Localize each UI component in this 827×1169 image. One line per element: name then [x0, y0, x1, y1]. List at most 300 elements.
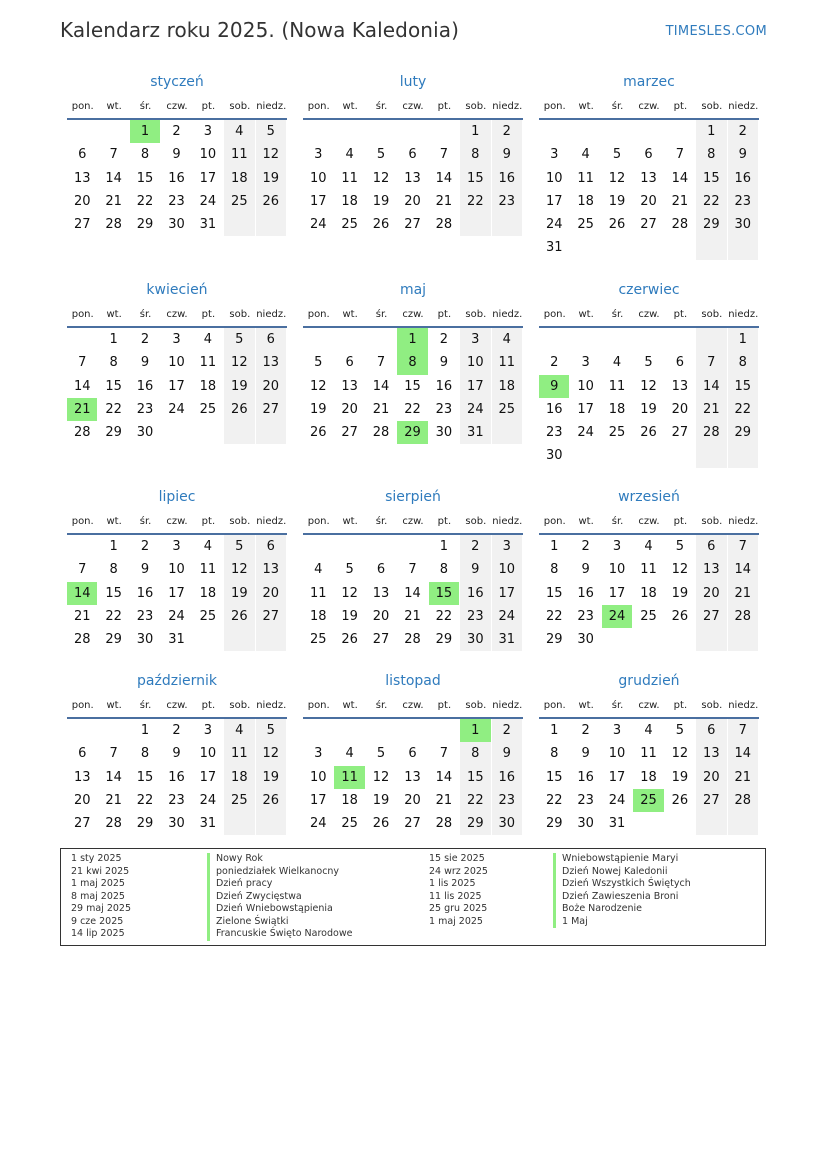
empty-cell	[633, 120, 663, 143]
day-cell: 14	[73, 378, 91, 394]
day-cell: 21	[372, 401, 390, 417]
day-cell: 3	[203, 124, 213, 139]
day-cell: 23	[168, 193, 185, 209]
day-cell: 17	[608, 769, 626, 785]
day-cell: 23	[136, 608, 154, 624]
week-row	[303, 375, 523, 398]
day-cell: 8	[550, 746, 559, 762]
legend-date: 21 kwi 2025	[71, 865, 130, 877]
day-cell: 6	[675, 355, 685, 371]
week-row	[539, 444, 759, 467]
week-row	[303, 582, 523, 605]
day-cell: 22	[545, 608, 563, 624]
day-cell: 15	[545, 585, 563, 601]
day-cell: 23	[492, 789, 522, 812]
weekday-label: wt.	[342, 101, 358, 112]
empty-cell	[429, 120, 459, 143]
day-cell: 8	[550, 562, 559, 578]
empty-cell	[460, 213, 490, 236]
day-cell: 19	[671, 585, 689, 601]
week-row	[303, 605, 523, 628]
day-cell: 19	[372, 792, 390, 808]
day-cell: 6	[408, 746, 417, 762]
week-row	[539, 742, 759, 765]
day-cell: 17	[545, 193, 563, 209]
day-cell: 7	[728, 535, 758, 558]
weekday-label: sob.	[701, 101, 723, 112]
day-cell: 19	[341, 608, 358, 624]
day-cell: 19	[372, 193, 390, 209]
weekday-label: pon.	[307, 516, 330, 527]
legend-date: 25 gru 2025	[429, 903, 488, 914]
day-cell: 9	[492, 143, 522, 166]
day-cell: 20	[640, 193, 657, 209]
day-cell: 8	[460, 742, 490, 765]
day-cell: 23	[577, 792, 594, 808]
empty-cell	[633, 328, 663, 351]
day-cell: 6	[256, 535, 286, 558]
week-row	[67, 535, 287, 558]
day-cell: 16	[577, 585, 594, 601]
month-name: grudzień	[618, 673, 680, 689]
day-cell: 14	[671, 170, 689, 186]
day-cell: 6	[376, 562, 386, 578]
weekday-label: pon.	[307, 700, 330, 711]
weekday-label: sob.	[465, 516, 487, 527]
weekday-label: niedz.	[728, 700, 759, 711]
empty-cell	[256, 628, 286, 651]
day-cell: 13	[404, 769, 421, 785]
empty-cell	[397, 719, 427, 742]
empty-cell	[366, 535, 396, 558]
legend-dates-right	[429, 853, 488, 928]
day-cell: 13	[256, 558, 286, 581]
day-cell: 10	[199, 746, 217, 762]
day-cell: 10	[168, 355, 185, 371]
weekday-label: sob.	[229, 516, 251, 527]
day-cell: 4	[345, 746, 354, 762]
day-cell: 17	[577, 401, 594, 417]
day-cell: 21	[728, 766, 758, 789]
holiday-day-cell: 21	[67, 398, 97, 421]
month-name: maj	[399, 282, 427, 298]
day-cell: 13	[372, 585, 390, 601]
week-row	[539, 213, 759, 236]
week-row	[303, 328, 523, 351]
day-cell: 21	[728, 582, 758, 605]
weekday-label: czw.	[638, 101, 660, 112]
day-cell: 13	[341, 378, 358, 394]
weekday-label: pt.	[201, 700, 216, 711]
holiday-day-cell: 24	[602, 605, 632, 628]
empty-cell	[67, 120, 97, 143]
day-cell: 7	[376, 355, 386, 371]
empty-cell	[67, 719, 97, 742]
empty-cell	[570, 236, 600, 259]
day-cell: 8	[696, 143, 726, 166]
empty-cell	[665, 328, 695, 351]
legend-names-left	[207, 853, 352, 941]
day-cell: 6	[256, 328, 286, 351]
day-cell: 8	[109, 355, 118, 371]
empty-cell	[696, 812, 726, 835]
weekday-label: czw.	[402, 101, 424, 112]
day-cell: 29	[696, 213, 726, 236]
weekday-label: niedz.	[492, 516, 523, 527]
day-cell: 22	[728, 398, 758, 421]
weekday-label: śr.	[375, 516, 388, 527]
day-cell: 1	[140, 723, 150, 738]
day-cell: 9	[460, 558, 490, 581]
day-cell: 1	[696, 120, 726, 143]
month-name: styczeń	[150, 74, 204, 90]
weekday-label: sob.	[465, 101, 487, 112]
week-row	[539, 605, 759, 628]
weekday-label: niedz.	[256, 516, 287, 527]
day-cell: 7	[109, 147, 118, 163]
day-cell: 2	[581, 539, 590, 554]
day-cell: 14	[728, 742, 758, 765]
legend-date: 29 maj 2025	[71, 903, 132, 914]
empty-cell	[696, 328, 726, 351]
weekday-label: czw.	[402, 309, 424, 320]
site-link[interactable]: TIMESLES.COM	[665, 24, 767, 39]
day-cell: 8	[728, 351, 758, 374]
day-cell: 4	[492, 328, 522, 351]
day-cell: 11	[492, 351, 522, 374]
legend-date: 1 lis 2025	[429, 878, 476, 889]
day-cell: 11	[577, 170, 594, 186]
empty-cell	[539, 120, 569, 143]
day-cell: 7	[408, 562, 417, 578]
day-cell: 15	[105, 585, 122, 601]
weekday-label: czw.	[638, 309, 660, 320]
day-cell: 23	[545, 425, 563, 441]
empty-cell	[728, 236, 758, 259]
legend-holiday-name: Dzień Zwycięstwa	[207, 891, 352, 904]
weekday-label: pt.	[673, 516, 688, 527]
weekday-label: niedz.	[492, 101, 523, 112]
week-row	[303, 742, 523, 765]
month-block	[539, 72, 759, 260]
day-cell: 27	[696, 605, 726, 628]
day-cell: 12	[372, 769, 390, 785]
day-cell: 28	[671, 217, 689, 233]
day-cell: 7	[728, 719, 758, 742]
empty-cell	[429, 719, 459, 742]
day-cell: 8	[140, 746, 150, 762]
day-cell: 23	[435, 401, 453, 417]
day-cell: 10	[608, 746, 626, 762]
weekday-label: czw.	[638, 700, 660, 711]
day-cell: 9	[581, 746, 590, 762]
weekday-header	[303, 695, 523, 719]
day-cell: 4	[612, 355, 622, 371]
weekday-header	[67, 304, 287, 328]
day-cell: 16	[435, 378, 453, 394]
day-cell: 11	[199, 562, 217, 578]
day-cell: 15	[404, 378, 421, 394]
day-cell: 26	[671, 792, 689, 808]
day-cell: 9	[172, 746, 181, 762]
day-cell: 4	[644, 539, 653, 554]
day-cell: 3	[612, 539, 622, 554]
day-cell: 20	[73, 792, 91, 808]
empty-cell	[602, 120, 632, 143]
weekday-label: czw.	[166, 101, 188, 112]
day-cell: 10	[168, 562, 185, 578]
day-cell: 11	[341, 170, 358, 186]
day-cell: 27	[696, 789, 726, 812]
empty-cell	[98, 120, 128, 143]
day-cell: 3	[581, 355, 590, 371]
weekday-label: pt.	[201, 516, 216, 527]
day-cell: 31	[460, 421, 490, 444]
day-cell: 13	[671, 378, 689, 394]
weekday-header	[67, 96, 287, 120]
day-cell: 30	[136, 632, 154, 648]
day-cell: 16	[728, 167, 758, 190]
empty-cell	[570, 444, 600, 467]
day-cell: 18	[199, 378, 217, 394]
week-row	[539, 143, 759, 166]
day-cell: 3	[314, 746, 323, 762]
day-cell: 28	[728, 605, 758, 628]
weekday-label: czw.	[402, 516, 424, 527]
day-cell: 24	[199, 792, 217, 808]
day-cell: 23	[168, 792, 185, 808]
month-block	[67, 72, 287, 236]
day-cell: 26	[256, 789, 286, 812]
holiday-day-cell: 1	[460, 719, 490, 742]
day-cell: 14	[404, 585, 421, 601]
day-cell: 26	[372, 816, 390, 832]
day-cell: 2	[492, 120, 522, 143]
day-cell: 30	[577, 632, 594, 648]
holiday-day-cell: 25	[633, 789, 663, 812]
empty-cell	[193, 421, 223, 444]
day-cell: 6	[78, 147, 87, 163]
day-cell: 1	[550, 539, 559, 554]
empty-cell	[193, 628, 223, 651]
day-cell: 16	[168, 769, 185, 785]
day-cell: 22	[435, 608, 453, 624]
day-cell: 24	[492, 605, 522, 628]
empty-cell	[492, 213, 522, 236]
weekday-label: wt.	[106, 309, 122, 320]
day-cell: 22	[136, 193, 154, 209]
day-cell: 25	[577, 217, 594, 233]
week-row	[303, 535, 523, 558]
weekday-header	[67, 695, 287, 719]
holiday-legend	[60, 848, 766, 946]
weekday-header	[67, 511, 287, 535]
legend-holiday-name: Boże Narodzenie	[553, 903, 691, 916]
day-cell: 27	[640, 217, 657, 233]
empty-cell	[224, 421, 254, 444]
empty-cell	[397, 535, 427, 558]
weekday-label: sob.	[701, 700, 723, 711]
empty-cell	[303, 719, 333, 742]
day-cell: 18	[224, 167, 254, 190]
day-cell: 13	[696, 558, 726, 581]
empty-cell	[334, 120, 364, 143]
month-block	[303, 671, 523, 835]
week-row	[303, 719, 523, 742]
day-cell: 31	[199, 816, 217, 832]
month-name: wrzesień	[618, 489, 680, 505]
day-cell: 15	[696, 167, 726, 190]
day-cell: 21	[435, 193, 453, 209]
week-row	[303, 190, 523, 213]
day-cell: 27	[671, 425, 689, 441]
day-cell: 20	[341, 401, 358, 417]
week-row	[67, 213, 287, 236]
day-cell: 29	[545, 632, 563, 648]
empty-cell	[696, 628, 726, 651]
day-cell: 12	[224, 558, 254, 581]
day-cell: 19	[256, 766, 286, 789]
day-cell: 12	[224, 351, 254, 374]
day-cell: 26	[640, 425, 657, 441]
day-cell: 18	[341, 792, 358, 808]
day-cell: 9	[728, 143, 758, 166]
day-cell: 29	[105, 425, 122, 441]
empty-cell	[334, 719, 364, 742]
day-cell: 25	[199, 608, 217, 624]
empty-cell	[633, 444, 663, 467]
day-cell: 3	[612, 723, 622, 738]
day-cell: 20	[404, 193, 421, 209]
day-cell: 28	[435, 816, 453, 832]
week-row	[67, 605, 287, 628]
empty-cell	[665, 812, 695, 835]
empty-cell	[728, 812, 758, 835]
day-cell: 3	[172, 332, 181, 347]
week-row	[67, 351, 287, 374]
day-cell: 21	[105, 792, 122, 808]
day-cell: 23	[460, 605, 490, 628]
week-row	[303, 789, 523, 812]
week-row	[303, 120, 523, 143]
day-cell: 11	[608, 378, 626, 394]
weekday-label: czw.	[402, 700, 424, 711]
weekday-label: śr.	[611, 101, 624, 112]
day-cell: 25	[224, 190, 254, 213]
weekday-label: niedz.	[492, 700, 523, 711]
day-cell: 27	[341, 425, 358, 441]
day-cell: 23	[136, 401, 154, 417]
day-cell: 26	[341, 632, 358, 648]
day-cell: 31	[199, 217, 217, 233]
day-cell: 22	[696, 190, 726, 213]
legend-date: 11 lis 2025	[429, 890, 482, 902]
week-row	[303, 812, 523, 835]
day-cell: 26	[309, 425, 327, 441]
weekday-label: wt.	[578, 309, 594, 320]
day-cell: 24	[545, 217, 563, 233]
legend-holiday-name: Nowy Rok	[207, 853, 352, 866]
day-cell: 26	[608, 217, 626, 233]
day-cell: 8	[460, 143, 490, 166]
weekday-label: pon.	[71, 516, 94, 527]
day-cell: 29	[545, 816, 563, 832]
weekday-label: pon.	[71, 101, 94, 112]
legend-names-right	[553, 853, 691, 928]
day-cell: 9	[140, 355, 150, 371]
weekday-label: niedz.	[492, 309, 523, 320]
empty-cell	[397, 120, 427, 143]
day-cell: 20	[696, 582, 726, 605]
day-cell: 4	[224, 719, 254, 742]
day-cell: 5	[376, 746, 386, 762]
day-cell: 3	[492, 535, 522, 558]
holiday-day-cell: 1	[397, 328, 427, 351]
legend-date: 1 maj 2025	[71, 878, 125, 889]
weekday-label: wt.	[106, 516, 122, 527]
day-cell: 30	[492, 812, 522, 835]
day-cell: 15	[460, 167, 490, 190]
day-cell: 17	[309, 792, 327, 808]
day-cell: 18	[492, 375, 522, 398]
month-name: listopad	[385, 673, 441, 689]
month-name: czerwiec	[618, 282, 680, 298]
legend-holiday-name: Dzień Wszystkich Świętych	[553, 878, 691, 891]
holiday-day-cell: 8	[397, 351, 427, 374]
week-row	[303, 558, 523, 581]
day-cell: 23	[492, 190, 522, 213]
day-cell: 28	[105, 217, 122, 233]
weekday-label: niedz.	[728, 516, 759, 527]
day-cell: 28	[105, 816, 122, 832]
week-row	[539, 535, 759, 558]
day-cell: 10	[309, 769, 327, 785]
weekday-header	[539, 695, 759, 719]
weekday-header	[303, 304, 523, 328]
day-cell: 2	[140, 332, 150, 347]
day-cell: 28	[372, 425, 390, 441]
weekday-label: śr.	[611, 700, 624, 711]
legend-holiday-name: Dzień Zawieszenia Broni	[553, 891, 691, 904]
day-cell: 7	[439, 746, 449, 762]
week-row	[67, 719, 287, 742]
legend-date: 15 sie 2025	[429, 853, 485, 864]
day-cell: 29	[136, 217, 154, 233]
day-cell: 5	[345, 562, 354, 578]
day-cell: 13	[256, 351, 286, 374]
empty-cell	[224, 213, 254, 236]
legend-holiday-name: poniedziałek Wielkanocny	[207, 866, 352, 879]
day-cell: 29	[105, 632, 122, 648]
day-cell: 30	[168, 816, 185, 832]
week-row	[67, 328, 287, 351]
day-cell: 15	[728, 375, 758, 398]
weekday-label: pt.	[201, 309, 216, 320]
day-cell: 16	[492, 766, 522, 789]
day-cell: 17	[309, 193, 327, 209]
week-row	[303, 398, 523, 421]
empty-cell	[67, 535, 97, 558]
day-cell: 21	[404, 608, 421, 624]
holiday-day-cell: 11	[334, 766, 364, 789]
day-cell: 16	[136, 378, 154, 394]
week-row	[539, 236, 759, 259]
day-cell: 9	[439, 355, 449, 371]
weekday-label: niedz.	[256, 101, 287, 112]
weekday-label: pt.	[437, 309, 452, 320]
week-row	[303, 628, 523, 651]
day-cell: 22	[105, 608, 122, 624]
